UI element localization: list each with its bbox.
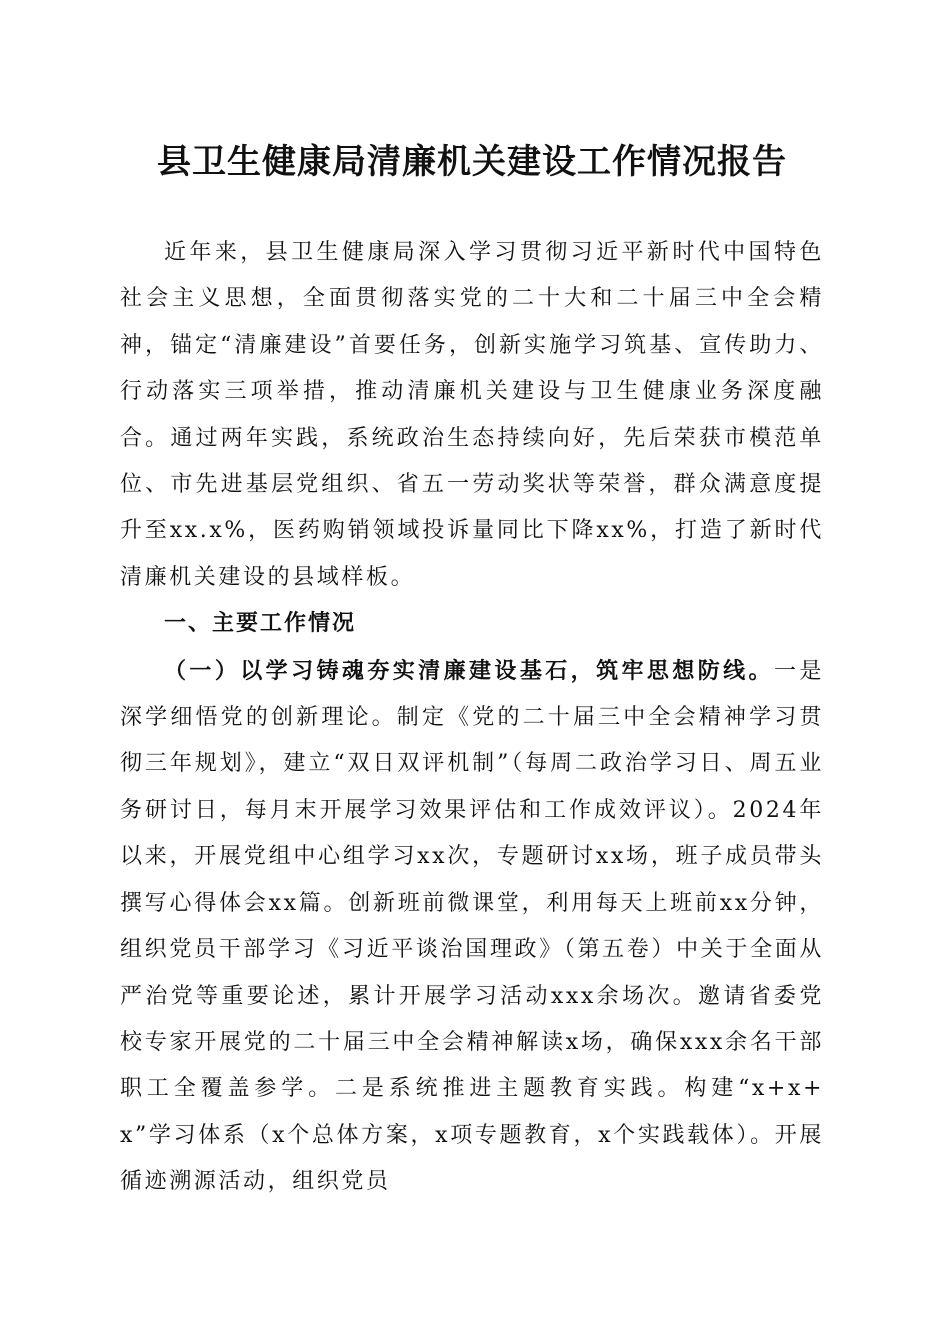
subsection-body-1: 一是深学细悟党的创新理论。制定《党的二十届三中全会精神学习贯彻三年规划》，建立“双日双评机制”（每周二政治学习日、周五业务研讨日，每月末开展学习效果评估和工作成效评议）。2024年以来，开展党组中心组学习xx次，专题研讨xx场，班子成员带头撰写心得体会xx篇。创新班前微课堂，利用每天上班前xx分钟，组织党员干部学习《习近平谈治国理政》（第五卷）中关于全面从严治党等重要论述，累计开展学习活动xxx余场次。邀请省委党校专家开展党的二十届三中全会精神解读x场，确保xxx余名干部职工全覆盖参学。二是系统推进主题教育实践。构建“x+x+x”学习体系（x个总体方案，x项专题教育，x个实践载体）。开展循迹溯源活动，组织党员 bbox=[120, 658, 825, 1195]
intro-paragraph: 近年来，县卫生健康局深入学习贯彻习近平新时代中国特色社会主义思想，全面贯彻落实党的二十大和二十届三中全会精神，锚定“清廉建设”首要任务，创新实施学习筑基、宣传助力、行动落实三项举措，推动清廉机关建设与卫生健康业务深度融合。通过两年实践，系统政治生态持续向好，先后荣获市模范单位、市先进基层党组织、省五一劳动奖状等荣誉，群众满意度提升至xx.x%，医药购销领域投诉量同比下降xx%，打造了新时代清廉机关建设的县域样板。 bbox=[120, 240, 824, 590]
section-heading-main-work: 一、主要工作情况 bbox=[164, 611, 357, 637]
subsection-heading-1: （一）以学习铸魂夯实清廉建设基石，筑牢思想防线。 bbox=[164, 657, 774, 684]
document-body bbox=[120, 230, 824, 1206]
subsection-paragraph-1 bbox=[120, 648, 824, 1206]
document-title: 县卫生健康局清廉机关建设工作情况报告 bbox=[157, 142, 787, 182]
